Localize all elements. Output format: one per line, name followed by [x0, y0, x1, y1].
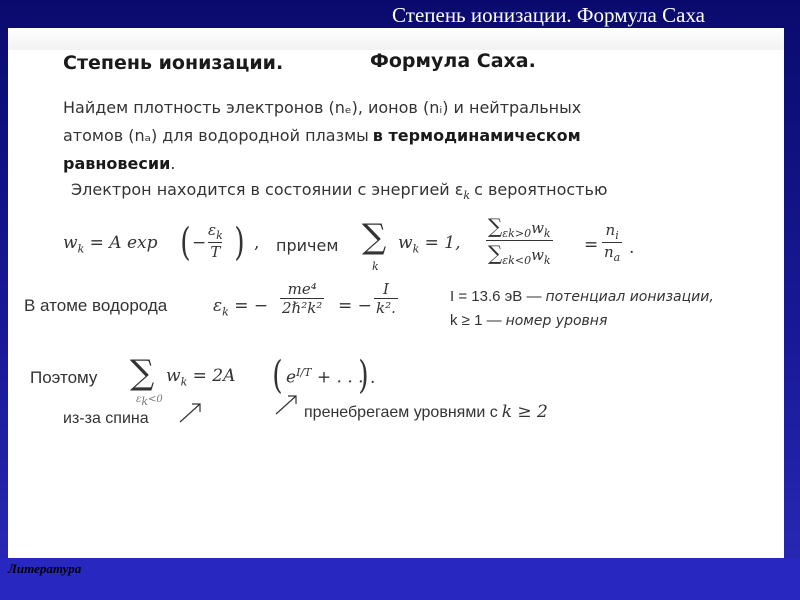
- prob-frac-den: T: [210, 243, 221, 261]
- hyd-frac2-den: k².: [376, 299, 396, 317]
- prob-fraction: [206, 221, 225, 261]
- neglect-note: [304, 402, 548, 422]
- sum2-paren-left: (: [272, 353, 283, 397]
- intro-line-3-bold: равновесии: [63, 154, 171, 173]
- ratio-rhs-na: n: [604, 243, 614, 261]
- intro-line-2-text: атомов (nₐ) для водородной плазмы: [63, 126, 369, 145]
- note1-italic: потенциал ионизации,: [545, 289, 714, 305]
- ratio-rhs-n: n: [605, 221, 616, 239]
- sum1-index: k: [372, 260, 379, 273]
- sum2-exp-base: e: [286, 367, 297, 388]
- ratio-num-idx: εk>0: [502, 227, 532, 240]
- ratio-den-w-sub: k: [543, 254, 551, 267]
- literature-link[interactable]: Литература: [8, 561, 82, 576]
- sum1-rhs: = 1,: [424, 233, 461, 253]
- ratio-num-w-sub: k: [543, 227, 551, 240]
- hyd-lhs: [213, 296, 268, 318]
- hyd-eq2: = −: [338, 296, 372, 316]
- sum2-exp-sup: I/T: [296, 366, 312, 379]
- intro-line-1: Найдем плотность электронов (nₑ), ионов (nᵢ) и нейтральных: [63, 98, 582, 117]
- hyd-fraction-2: [374, 280, 398, 317]
- prob-lhs: [63, 233, 158, 255]
- prob-lhs-sub: k: [77, 242, 85, 256]
- ratio-end: .: [629, 238, 635, 258]
- sum-symbol-1: ∑: [362, 217, 387, 257]
- ratio-rhs-fraction: [602, 221, 622, 264]
- ratio-den-idx: εk<0: [502, 254, 532, 267]
- prob-comma: ,: [254, 233, 260, 253]
- ratio-num: [486, 214, 553, 240]
- sum2-w: w: [166, 366, 181, 386]
- note-level-number: [450, 312, 607, 330]
- hyd-frac1-num: me⁴: [287, 280, 317, 298]
- ratio-num-w: w: [531, 219, 544, 237]
- prichem-label: причем: [276, 236, 339, 255]
- electron-line-end: с вероятностью: [474, 180, 608, 199]
- heading-ionization-degree: Степень ионизации.: [63, 52, 284, 74]
- panel-header-strip: [8, 28, 784, 50]
- ratio-num-sum: ∑: [488, 214, 503, 238]
- ratio-fraction: [486, 214, 553, 267]
- hyd-eq1: = −: [234, 296, 269, 316]
- neglect-math: k ≥ 2: [501, 402, 548, 422]
- sum2-exp: [286, 366, 364, 388]
- prob-lhs-w: w: [63, 233, 78, 253]
- intro-line-3: [63, 154, 175, 174]
- note1-prefix: I = 13.6 эВ —: [450, 288, 542, 305]
- ratio-rhs-n-sub: i: [615, 229, 619, 242]
- sum2-tail: + . . .: [316, 367, 364, 388]
- sum2-rhs: = 2A: [192, 366, 236, 386]
- intro-line-2: [63, 126, 581, 146]
- sum2-end: .: [370, 368, 376, 388]
- prob-frac-num: [206, 221, 225, 242]
- therefore-label: Поэтому: [30, 368, 98, 387]
- electron-probability-line: [71, 180, 607, 202]
- heading-saha-formula: Формула Саха.: [370, 50, 536, 72]
- sum2-paren-right: ): [358, 353, 369, 397]
- intro-line-2-bold: в термодинамическом: [372, 126, 581, 145]
- sum1-w: w: [398, 233, 413, 253]
- hyd-eps: ε: [213, 296, 223, 316]
- prob-paren-left: (: [180, 220, 191, 264]
- slide-title: Степень ионизации. Формула Саха: [392, 3, 705, 27]
- hydrogen-label: В атоме водорода: [24, 296, 168, 315]
- ratio-equals: =: [584, 235, 599, 255]
- intro-line-3-end: .: [170, 154, 176, 173]
- ratio-den: [486, 240, 553, 267]
- neglect-label: пренебрегаем уровнями с: [304, 404, 498, 421]
- ratio-den-w: w: [531, 246, 544, 264]
- hyd-fraction-1: [280, 280, 324, 317]
- sum-symbol-2: ∑: [130, 353, 155, 393]
- spin-label: из-за спина: [63, 410, 149, 427]
- note2-italic: номер уровня: [505, 313, 608, 329]
- spin-arrow-icon: [178, 400, 204, 426]
- prob-frac-num-sub: k: [216, 229, 223, 242]
- prob-paren-right: ): [234, 220, 245, 264]
- sum1-w-sub: k: [412, 242, 420, 256]
- ratio-den-sum: ∑: [488, 241, 503, 265]
- sum2-expression: [166, 366, 235, 388]
- footer-bar: [0, 558, 800, 600]
- sum2-w-sub: k: [180, 375, 188, 389]
- neglect-arrow-icon: [274, 392, 300, 418]
- sum2-index-cut: $\varepsilon_k<0$: [136, 394, 163, 408]
- hyd-frac1-den: 2ℏ²k²: [282, 299, 323, 317]
- hyd-frac2-num: I: [382, 280, 389, 298]
- prob-minus: −: [192, 233, 207, 253]
- hyd-eps-sub: k: [222, 305, 229, 319]
- prob-frac-num-eps: ε: [208, 221, 217, 239]
- slide-content-panel: [8, 28, 784, 558]
- sum1-expression: [398, 233, 461, 255]
- electron-line-sub: k: [463, 189, 471, 203]
- note-ionization-potential: [450, 288, 714, 306]
- ratio-rhs-na-sub: a: [613, 251, 621, 264]
- ratio-rhs-den: [602, 242, 622, 264]
- note2-prefix: k ≥ 1 —: [450, 312, 502, 329]
- ratio-rhs-num: [604, 221, 621, 242]
- prob-eq: = A exp: [89, 233, 158, 253]
- electron-line-text: Электрон находится в состоянии с энергией ε: [71, 180, 464, 199]
